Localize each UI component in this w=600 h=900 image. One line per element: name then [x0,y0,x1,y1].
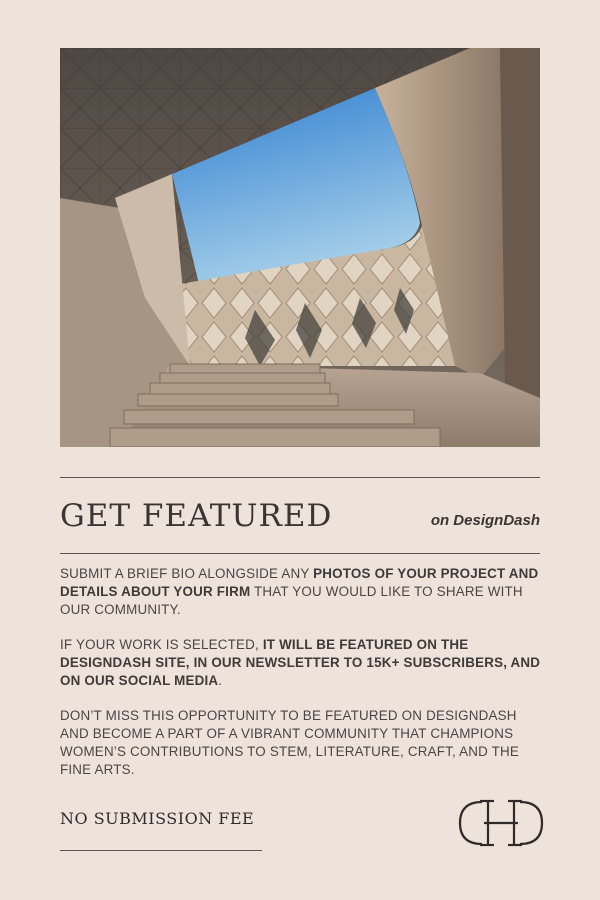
text-run: DON’T MISS THIS OPPORTUNITY TO BE FEATURED ON DESIGNDASH AND BECOME A PART OF A VIBRANT COMMUNITY THAT CHAMPIONS WOMEN’S CONTRIBUTIONS TO STEM, LITERATURE, CRAFT, AND THE FINE ARTS. [60,708,520,777]
divider-middle [60,553,540,554]
text-run-bold: PHOTOS OF YOUR PROJECT AND DETAILS ABOUT YOUR FIRM [60,566,539,599]
paragraph-submit [60,565,544,619]
divider-bottom [60,850,262,851]
hero-photo [60,48,540,447]
no-submission-fee: NO SUBMISSION FEE [60,809,255,828]
paragraph-opportunity [60,707,544,779]
text-run: IF YOUR WORK IS SELECTED, [60,637,263,652]
architecture-photo-icon [60,48,540,447]
page-title: GET FEATURED [60,498,333,534]
divider-top [60,477,540,478]
text-run: . [218,673,223,688]
tagline: on DesignDash [430,512,540,529]
body-copy [60,565,544,796]
text-run: SUBMIT A BRIEF BIO ALONGSIDE ANY [60,566,314,581]
text-run: THAT YOU WOULD LIKE TO SHARE WITH OUR COMMUNITY. [60,584,523,617]
text-run-bold: IT WILL BE FEATURED ON THE DESIGNDASH SITE, IN OUR NEWSLETTER TO 15K+ SUBSCRIBERS, AND ON OUR SOCIAL MEDIA [60,637,541,688]
dhd-monogram-icon [454,798,548,853]
paragraph-selected [60,636,544,690]
